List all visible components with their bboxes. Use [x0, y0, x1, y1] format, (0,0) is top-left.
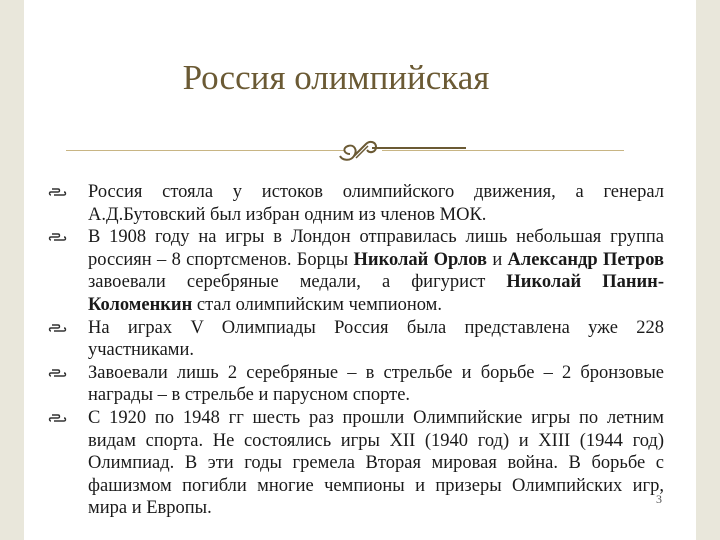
bullet-text: На играх V Олимпиады Россия была представлена уже 228 участниками. [88, 317, 664, 361]
list-item [48, 362, 664, 407]
scroll-bullet-icon [48, 412, 68, 424]
title-divider-left [66, 150, 344, 151]
page-number: 3 [656, 492, 662, 506]
scroll-bullet-icon [48, 322, 68, 334]
bullet-text: стал олимпийским чемпионом. [192, 294, 442, 315]
scroll-bullet-icon [48, 186, 68, 198]
scroll-bullet-icon [48, 367, 68, 379]
athlete-name: Николай Орлов [353, 249, 487, 270]
list-item [48, 317, 664, 362]
list-item [48, 226, 664, 316]
scroll-ornament-icon [336, 134, 386, 168]
bullet-text: и [487, 249, 508, 270]
bullet-text: Завоевали лишь 2 серебряные – в стрельбе и борьбе – 2 бронзовые награды – в стрельбе и парусном спорте. [88, 362, 664, 406]
bullet-text: завоевали серебряные медали, а фигурист [88, 272, 507, 293]
ornament-line [372, 147, 466, 149]
athlete-name: Николай Панин-Коломенкин [88, 272, 664, 315]
bullet-text: Россия стояла у истоков олимпийского движения, а генерал А.Д.Бутовский был избран одним из членов МОК. [88, 182, 664, 225]
bullet-list [48, 181, 664, 520]
bullet-text: С 1920 по 1948 гг шесть раз прошли Олимпийские игры по летним видам спорта. Не состоялись игры XII (1940 год) и XIII (1944 год) Олимпиад. В эти годы гремела Вторая мировая война. В борьбе с фашизмом погибли многие чемпионы и призеры Олимпийских игр, мира и Европы. [88, 407, 664, 519]
list-item [48, 407, 664, 520]
bullet-text: В 1908 году на игры в Лондон отправилась лишь небольшая группа россиян – 8 спортсменов. Борцы [88, 227, 664, 270]
list-item [48, 181, 664, 226]
slide-title: Россия олимпийская [182, 58, 490, 97]
title-divider-right [382, 150, 624, 151]
athlete-name: Александр Петров [507, 249, 664, 270]
scroll-bullet-icon [48, 231, 68, 243]
